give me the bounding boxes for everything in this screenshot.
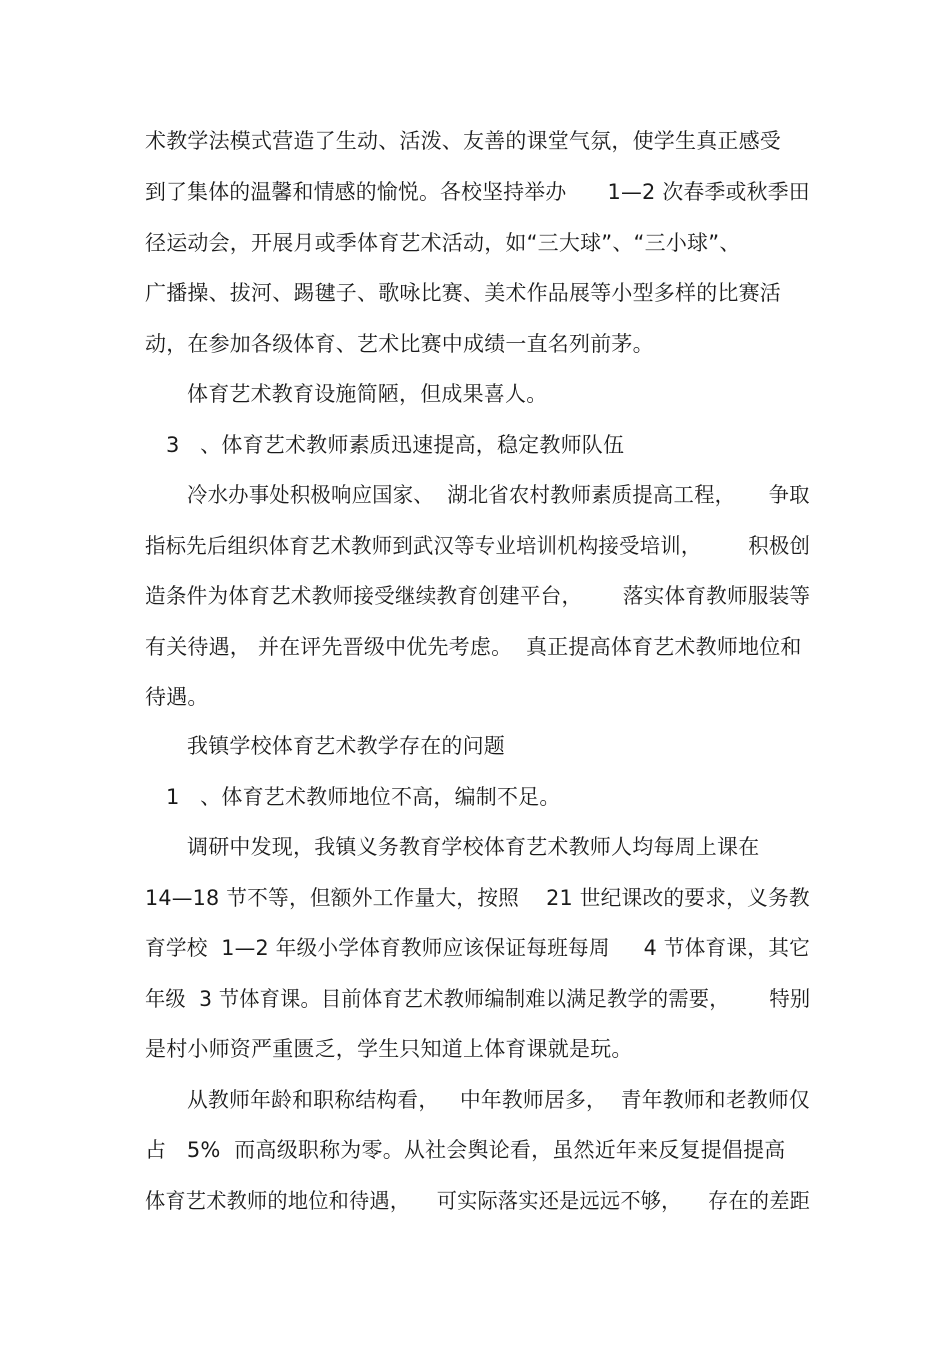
text-line: 年级 3 节体育课。目前体育艺术教师编制难以满足教学的需要， 特别 — [145, 987, 811, 1011]
text-line: 14—18 节不等，但额外工作量大，按照 21 世纪课改的要求，义务教 — [145, 886, 810, 910]
text-line: 径运动会，开展月或季体育艺术活动，如“三大球”、“三小球”、 — [145, 231, 741, 255]
text-line: 是村小师资严重匮乏，学生只知道上体育课就是玩。 — [145, 1037, 633, 1061]
text-line: 育学校 1—2 年级小学体育教师应该保证每班每周 4 节体育课，其它 — [145, 936, 810, 960]
text-line: 动，在参加各级体育、艺术比赛中成绩一直名列前茅。 — [145, 332, 654, 356]
text-line: 术教学法模式营造了生动、活泼、友善的课堂气氛，使学生真正感受 — [145, 129, 781, 153]
text-line: 广播操、拔河、踢毽子、歌咏比赛、美术作品展等小型多样的比赛活 — [145, 281, 781, 305]
text-line: 从教师年龄和职称结构看， 中年教师居多， 青年教师和老教师仅 — [187, 1088, 810, 1112]
text-line: 造条件为体育艺术教师接受继续教育创建平台， 落实体育教师服装等 — [145, 584, 811, 608]
text-line: 体育艺术教师的地位和待遇， 可实际落实还是远远不够， 存在的差距 — [145, 1189, 811, 1213]
section-heading: 3 、体育艺术教师素质迅速提高，稳定教师队伍 — [166, 433, 625, 457]
text-line: 调研中发现，我镇义务教育学校体育艺术教师人均每周上课在 — [187, 835, 760, 859]
text-line: 指标先后组织体育艺术教师到武汉等专业培训机构接受培训， 积极创 — [145, 534, 811, 558]
text-line: 占 5% 而高级职称为零。从社会舆论看，虽然近年来反复提倡提高 — [145, 1138, 786, 1162]
text-line: 有关待遇， 并在评先晋级中优先考虑。 真正提高体育艺术教师地位和 — [145, 635, 802, 659]
paragraph-heading: 我镇学校体育艺术教学存在的问题 — [187, 734, 505, 758]
text-line: 冷水办事处积极响应国家、 湖北省农村教师素质提高工程， 争取 — [187, 483, 810, 507]
section-heading: 1 、体育艺术教师地位不高，编制不足。 — [166, 785, 561, 809]
text-line: 待遇。 — [145, 685, 209, 709]
paragraph-heading: 体育艺术教育设施简陋，但成果喜人。 — [187, 382, 548, 406]
text-line: 到了集体的温馨和情感的愉悦。各校坚持举办 1—2 次春季或秋季田 — [145, 180, 810, 204]
